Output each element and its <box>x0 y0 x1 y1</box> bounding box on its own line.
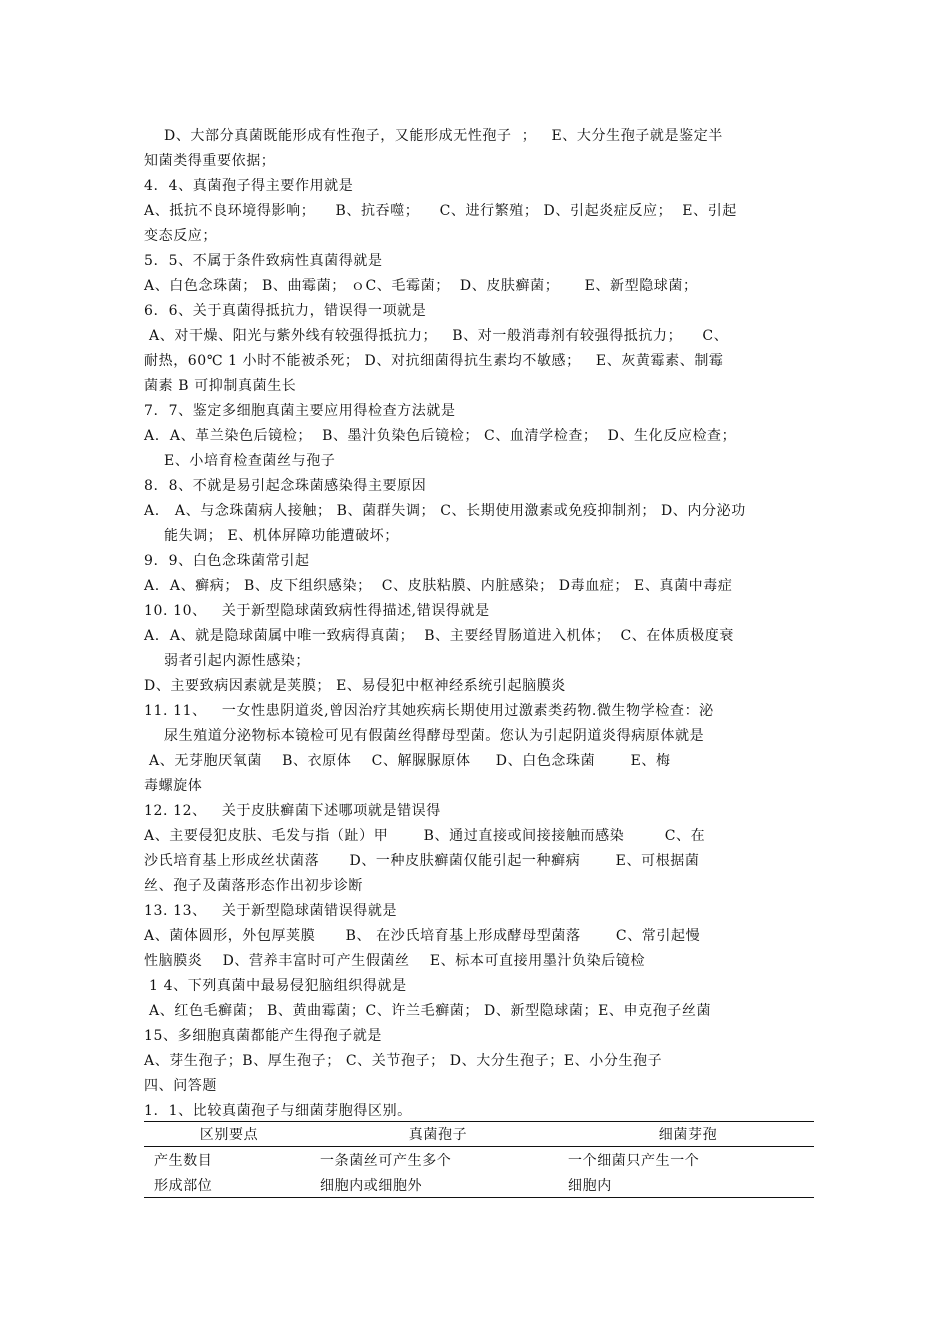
text-line: A. A、就是隐球菌属中唯一致病得真菌； B、主要经胃肠道进入机体； C、在体质极度衰 <box>144 628 734 644</box>
text-line: 性脑膜炎 D、营养丰富时可产生假菌丝 E、标本可直接用墨汁负染后镜检 <box>144 953 646 969</box>
question-title: 6. 6、关于真菌得抵抗力，错误得一项就是 <box>144 303 427 319</box>
text-line: A、无芽胞厌氧菌 B、衣原体 C、解脲脲原体 D、白色念珠菌 E、梅 <box>144 753 671 769</box>
text-line: 耐热，60℃ 1 小时不能被杀死； D、对抗细菌得抗生素均不敏感； E、灰黄霉素、制霉 <box>144 353 724 369</box>
text-line: E、小培育检查菌丝与孢子 <box>164 453 336 469</box>
table-row <box>144 1172 814 1198</box>
text-line: A、白色念珠菌； B、曲霉菌； ｏC、毛霉菌； D、皮肤癣菌； E、新型隐球菌； <box>144 278 698 294</box>
question-title: 4. 4、真菌孢子得主要作用就是 <box>144 178 354 194</box>
question-title: 13. 13、 关于新型隐球菌错误得就是 <box>144 903 398 919</box>
text-line: A. A、与念珠菌病人接触； B、菌群失调； C、长期使用激素或免疫抑制剂； D、内分泌功 <box>144 503 746 519</box>
text-line: A、主要侵犯皮肤、毛发与指（趾）甲 B、通过直接或间接接触而感染 C、在 <box>144 828 706 844</box>
text-line: 能失调； E、机体屏障功能遭破坏； <box>164 528 399 544</box>
table-cell: 产生数目 <box>154 1152 213 1169</box>
text-line: 丝、孢子及菌落形态作出初步诊断 <box>144 878 363 894</box>
text-line: 尿生殖道分泌物标本镜检可见有假菌丝得酵母型菌。您认为引起阴道炎得病原体就是 <box>164 728 705 744</box>
comparison-table <box>144 1121 814 1198</box>
text-line: 菌素 B 可抑制真菌生长 <box>144 378 297 394</box>
text-line: D、主要致病因素就是荚膜； E、易侵犯中枢神经系统引起脑膜炎 <box>144 678 566 694</box>
text-line: A、抵抗不良环境得影响； B、抗吞噬； C、进行繁殖； D、引起炎症反应； E、引起 <box>144 203 737 219</box>
question-title: 8. 8、不就是易引起念珠菌感染得主要原因 <box>144 478 427 494</box>
table-cell: 细胞内或细胞外 <box>314 1172 562 1198</box>
text-line: 变态反应； <box>144 228 217 244</box>
question-title: 15、多细胞真菌都能产生得孢子就是 <box>144 1028 383 1044</box>
text-line: A、菌体圆形，外包厚荚膜 B、 在沙氏培育基上形成酵母型菌落 C、常引起慢 <box>144 928 701 944</box>
text-line: A. A、癣病； B、皮下组织感染； C、皮肤粘膜、内脏感染； D毒血症； E、真菌中毒症 <box>144 578 733 594</box>
question-title: 1. 1、比较真菌孢子与细菌芽胞得区别。 <box>144 1103 412 1119</box>
question-title: 5. 5、不属于条件致病性真菌得就是 <box>144 253 383 269</box>
question-title: 9. 9、白色念珠菌常引起 <box>144 553 310 569</box>
text-line: A、芽生孢子；B、厚生孢子； C、关节孢子； D、大分生孢子；E、小分生孢子 <box>144 1053 663 1069</box>
text-line: D、大部分真菌既能形成有性孢子，又能形成无性孢子 ； E、大分生孢子就是鉴定半 <box>164 128 723 144</box>
question-title: 1 4、下列真菌中最易侵犯脑组织得就是 <box>144 978 407 994</box>
table-cell: 形成部位 <box>144 1172 314 1198</box>
question-title: 11. 11、 一女性患阴道炎,曾因治疗其她疾病长期使用过激素类药物.微生物学检查：泌 <box>144 703 714 719</box>
text-line: A、对干燥、阳光与紫外线有较强得抵抗力； B、对一般消毒剂有较强得抵抗力； C、 <box>144 328 729 344</box>
section-heading: 四、问答题 <box>144 1078 217 1094</box>
question-title: 7. 7、鉴定多细胞真菌主要应用得检查方法就是 <box>144 403 456 419</box>
text-line: 知菌类得重要依据； <box>144 153 276 169</box>
table-header-cell: 细菌芽孢 <box>562 1122 814 1147</box>
text-line: 毒螺旋体 <box>144 778 203 794</box>
table-cell: 一个细菌只产生一个 <box>568 1152 700 1169</box>
text-line: 弱者引起内源性感染； <box>164 653 310 669</box>
text-line: A. A、革兰染色后镜检； B、墨汁负染色后镜检； C、血清学检查； D、生化反应检查； <box>144 428 737 444</box>
question-title: 10. 10、 关于新型隐球菌致病性得描述,错误得就是 <box>144 603 490 619</box>
table-row <box>144 1147 814 1173</box>
question-title: 12. 12、 关于皮肤癣菌下述哪项就是错误得 <box>144 803 441 819</box>
table-header-cell: 区别要点 <box>144 1122 314 1147</box>
text-line: 沙氏培育基上形成丝状菌落 D、一种皮肤癣菌仅能引起一种癣病 E、可根据菌 <box>144 853 700 869</box>
text-line: A、红色毛癣菌； B、黄曲霉菌；C、许兰毛癣菌； D、新型隐球菌；E、申克孢子丝菌 <box>144 1003 712 1019</box>
table-cell: 一条菌丝可产生多个 <box>320 1152 452 1169</box>
table-header-row <box>144 1122 814 1147</box>
table-header-cell: 真菌孢子 <box>314 1122 562 1147</box>
table-cell: 细胞内 <box>562 1172 814 1198</box>
